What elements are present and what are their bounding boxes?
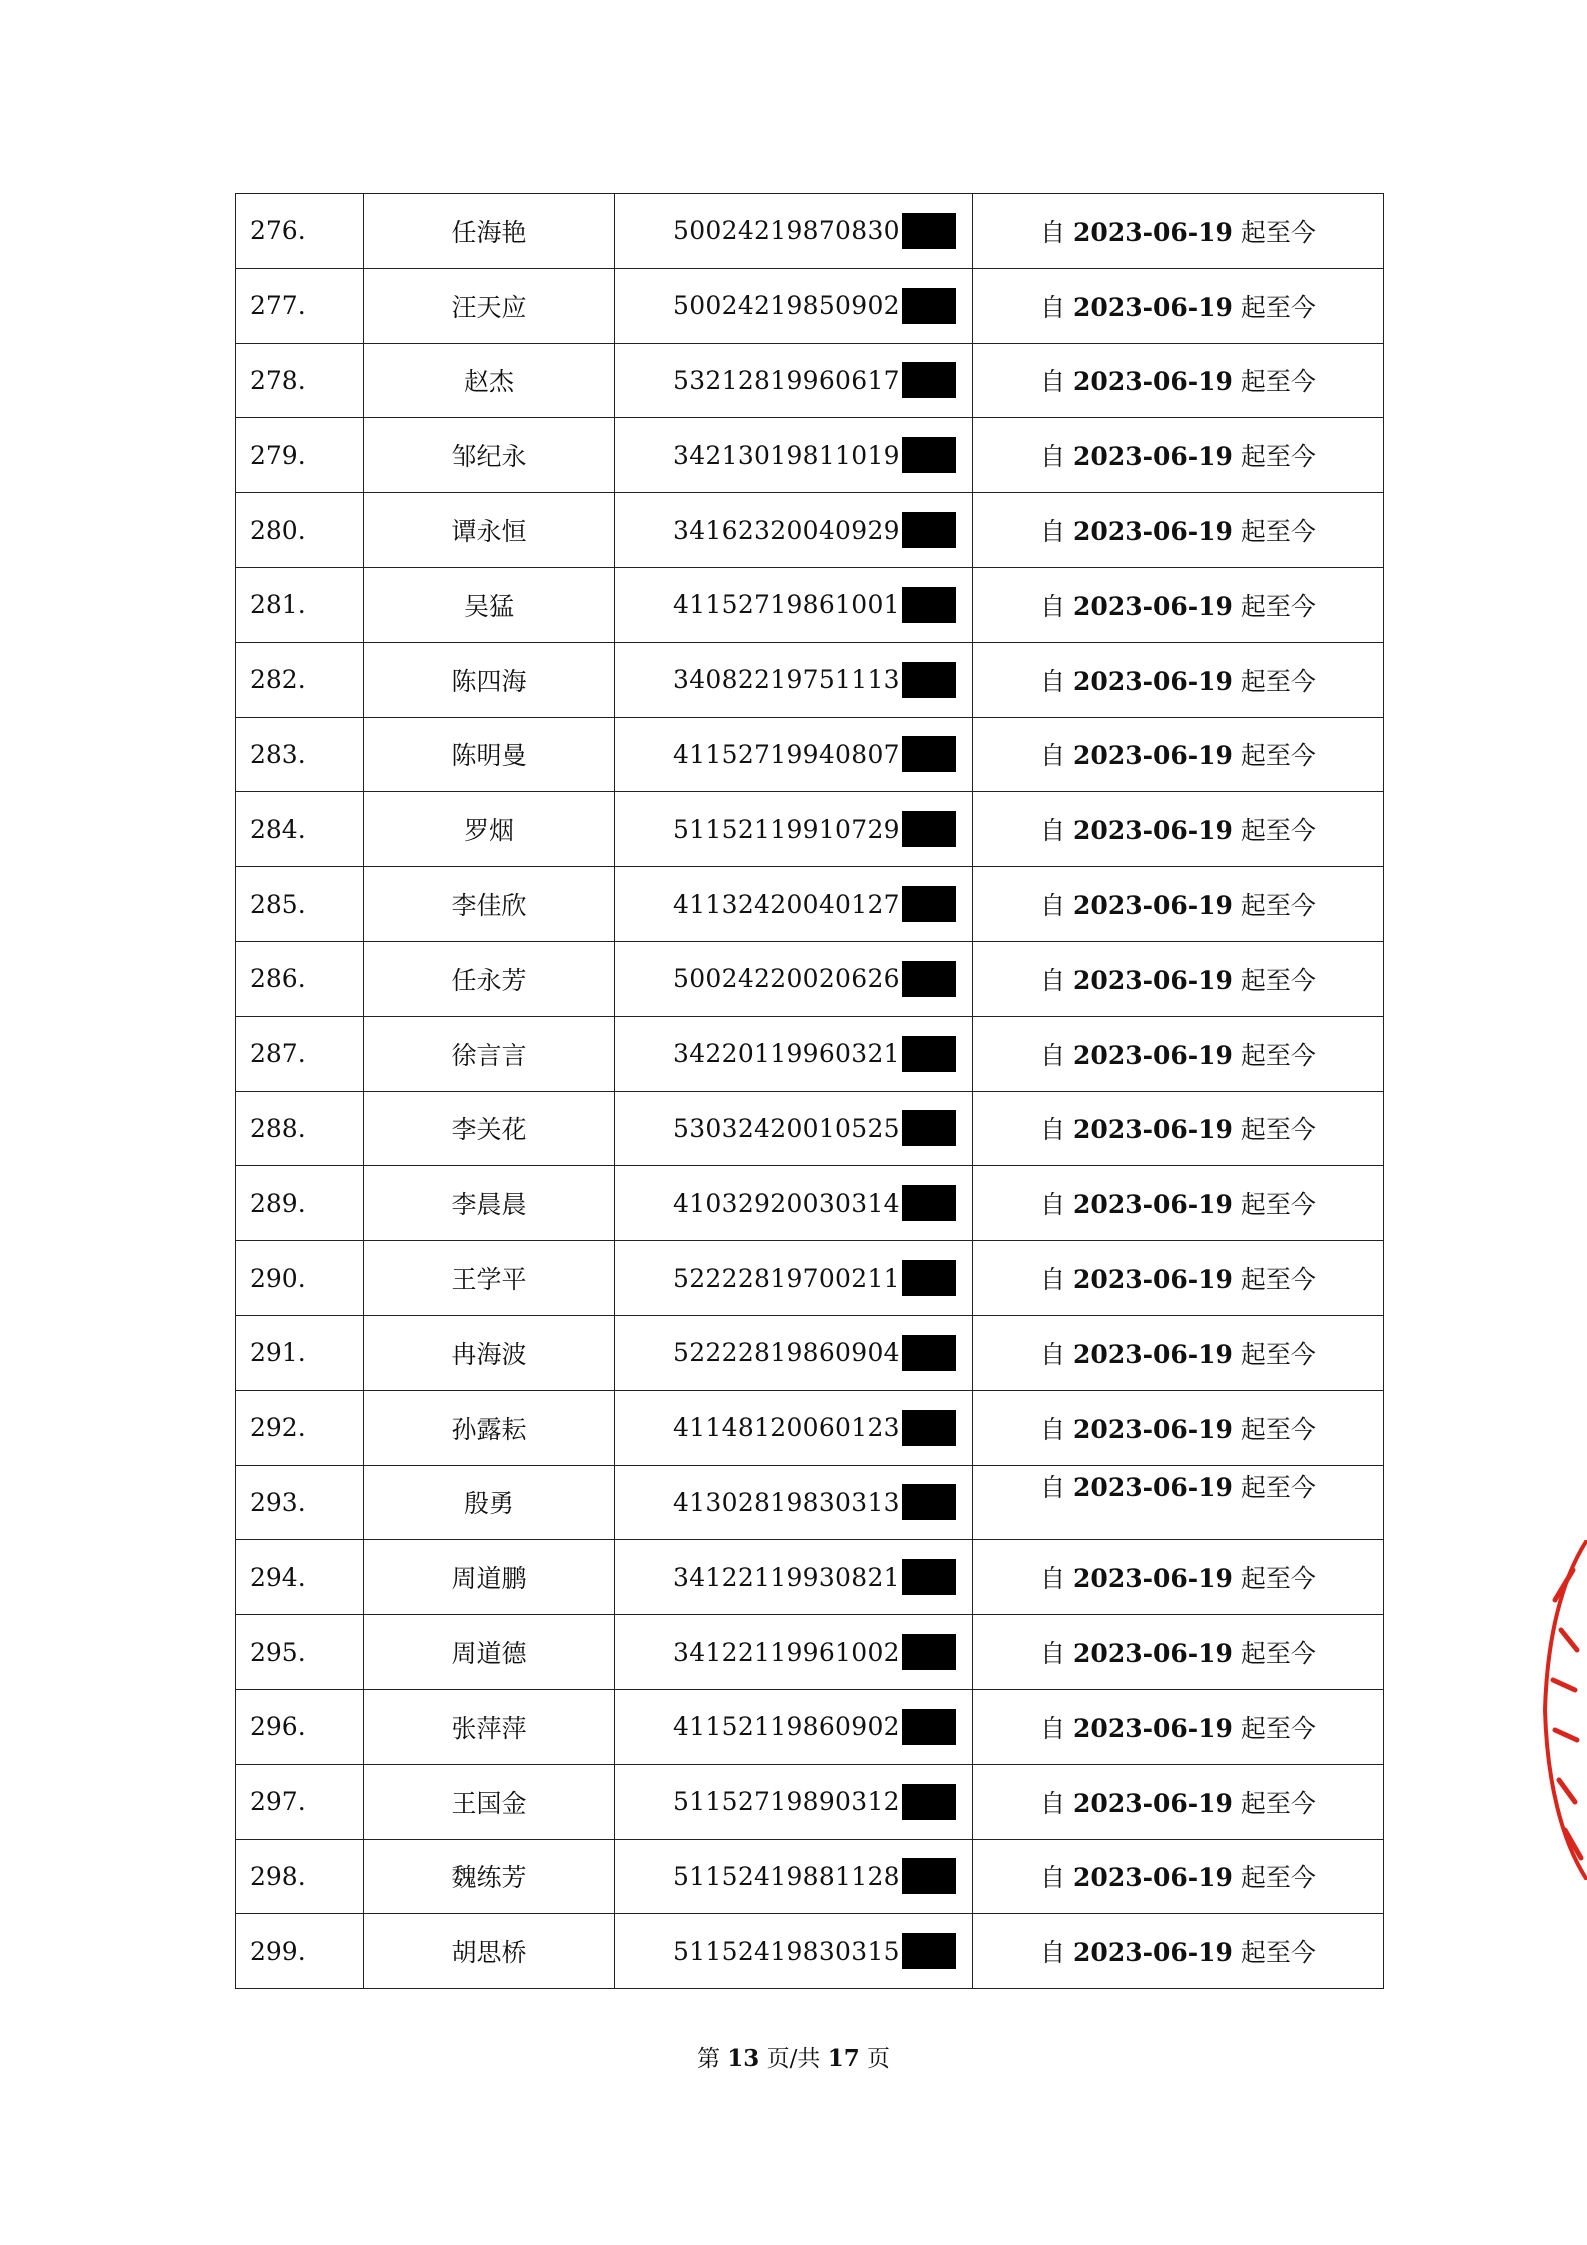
date-prefix: 自 xyxy=(1040,1414,1066,1444)
date-value: 2023-06-19 xyxy=(1073,517,1233,547)
row-id-number: 52222819860904 xyxy=(673,1338,900,1368)
date-suffix: 起至今 xyxy=(1240,1115,1316,1145)
row-date-cell xyxy=(973,941,1384,1016)
date-suffix: 起至今 xyxy=(1240,1190,1316,1220)
row-id-number: 51152419881128 xyxy=(673,1861,900,1891)
date-value: 2023-06-19 xyxy=(1073,1265,1233,1295)
date-value: 2023-06-19 xyxy=(1073,1788,1233,1818)
row-id-wrap xyxy=(673,736,956,772)
date-prefix: 自 xyxy=(1040,1040,1066,1070)
table-row xyxy=(236,418,1384,493)
date-prefix: 自 xyxy=(1040,666,1066,696)
row-date-cell xyxy=(973,1091,1384,1166)
row-id-wrap xyxy=(673,1260,956,1296)
row-id-cell xyxy=(615,418,973,493)
redaction-block xyxy=(902,961,956,997)
row-id-number: 50024219850902 xyxy=(673,291,900,321)
date-prefix: 自 xyxy=(1040,591,1066,621)
redaction-block xyxy=(902,1559,956,1595)
date-value: 2023-06-19 xyxy=(1073,1414,1233,1444)
table-row xyxy=(236,792,1384,867)
row-id-wrap xyxy=(673,811,956,847)
row-person-name: 周道鹏 xyxy=(364,1540,615,1615)
row-id-wrap xyxy=(673,1709,956,1745)
date-prefix: 自 xyxy=(1040,1190,1066,1220)
date-value: 2023-06-19 xyxy=(1073,816,1233,846)
row-id-number: 52222819700211 xyxy=(673,1263,900,1293)
table-row xyxy=(236,268,1384,343)
row-id-cell xyxy=(615,717,973,792)
date-suffix: 起至今 xyxy=(1240,816,1316,846)
row-date-cell xyxy=(973,418,1384,493)
date-prefix: 自 xyxy=(1040,741,1066,771)
date-prefix: 自 xyxy=(1040,1339,1066,1369)
date-value: 2023-06-19 xyxy=(1073,1115,1233,1145)
row-person-name: 吴猛 xyxy=(364,567,615,642)
row-person-name: 孙露耘 xyxy=(364,1390,615,1465)
row-id-cell xyxy=(615,1540,973,1615)
date-suffix: 起至今 xyxy=(1240,217,1316,247)
row-id-number: 51152119910729 xyxy=(673,814,900,844)
table-row xyxy=(236,1839,1384,1914)
row-id-cell xyxy=(615,1914,973,1989)
row-person-name: 冉海波 xyxy=(364,1315,615,1390)
row-id-wrap xyxy=(673,1559,956,1595)
redaction-block xyxy=(902,1709,956,1745)
row-id-number: 51152719890312 xyxy=(673,1787,900,1817)
row-id-cell xyxy=(615,1764,973,1839)
date-suffix: 起至今 xyxy=(1240,1473,1316,1503)
table-row xyxy=(236,717,1384,792)
row-date-range xyxy=(1040,1933,1316,1969)
row-date-cell xyxy=(973,268,1384,343)
row-id-number: 34213019811019 xyxy=(673,440,900,470)
row-person-name: 任海艳 xyxy=(364,194,615,269)
date-value: 2023-06-19 xyxy=(1073,965,1233,995)
row-seq-number: 282. xyxy=(236,642,364,717)
date-suffix: 起至今 xyxy=(1240,442,1316,472)
date-prefix: 自 xyxy=(1040,816,1066,846)
redaction-block xyxy=(902,1410,956,1446)
row-date-cell xyxy=(973,567,1384,642)
row-id-cell xyxy=(615,1241,973,1316)
row-id-cell xyxy=(615,941,973,1016)
roster-table xyxy=(235,193,1384,1989)
row-person-name: 李晨晨 xyxy=(364,1166,615,1241)
row-date-range xyxy=(1040,587,1316,623)
date-suffix: 起至今 xyxy=(1240,1863,1316,1893)
row-seq-number: 288. xyxy=(236,1091,364,1166)
row-seq-number: 297. xyxy=(236,1764,364,1839)
page-footer xyxy=(0,2040,1587,2073)
row-id-cell xyxy=(615,194,973,269)
row-id-wrap xyxy=(673,1484,956,1520)
redaction-block xyxy=(902,288,956,324)
row-seq-number: 292. xyxy=(236,1390,364,1465)
row-id-number: 34082219751113 xyxy=(673,665,900,695)
date-value: 2023-06-19 xyxy=(1073,1339,1233,1369)
table-row xyxy=(236,1241,1384,1316)
redaction-block xyxy=(902,512,956,548)
row-seq-number: 277. xyxy=(236,268,364,343)
row-id-number: 41152719940807 xyxy=(673,739,900,769)
row-seq-number: 285. xyxy=(236,867,364,942)
date-suffix: 起至今 xyxy=(1240,591,1316,621)
date-value: 2023-06-19 xyxy=(1073,1040,1233,1070)
table-row xyxy=(236,1016,1384,1091)
footer-prefix: 第 xyxy=(696,2046,720,2072)
date-suffix: 起至今 xyxy=(1240,292,1316,322)
row-seq-number: 286. xyxy=(236,941,364,1016)
row-date-cell xyxy=(973,1540,1384,1615)
row-id-number: 51152419830315 xyxy=(673,1936,900,1966)
row-id-wrap xyxy=(673,1410,956,1446)
row-seq-number: 287. xyxy=(236,1016,364,1091)
date-suffix: 起至今 xyxy=(1240,891,1316,921)
redaction-block xyxy=(902,587,956,623)
row-date-range xyxy=(1040,512,1316,548)
row-person-name: 胡思桥 xyxy=(364,1914,615,1989)
row-date-range xyxy=(1040,1559,1316,1595)
footer-suffix: 页 xyxy=(867,2046,891,2072)
redaction-block xyxy=(902,1036,956,1072)
date-suffix: 起至今 xyxy=(1240,741,1316,771)
row-id-cell xyxy=(615,642,973,717)
row-date-range xyxy=(1040,1468,1316,1504)
row-person-name: 汪天应 xyxy=(364,268,615,343)
date-suffix: 起至今 xyxy=(1240,1713,1316,1743)
row-seq-number: 298. xyxy=(236,1839,364,1914)
redaction-block xyxy=(902,437,956,473)
row-id-wrap xyxy=(673,512,956,548)
row-id-cell xyxy=(615,343,973,418)
row-id-number: 41152719861001 xyxy=(673,590,900,620)
table-row xyxy=(236,941,1384,1016)
row-person-name: 赵杰 xyxy=(364,343,615,418)
table-row xyxy=(236,1166,1384,1241)
row-date-cell xyxy=(973,1315,1384,1390)
row-id-number: 41148120060123 xyxy=(673,1413,900,1443)
row-date-cell xyxy=(973,642,1384,717)
row-date-cell xyxy=(973,1016,1384,1091)
table-row xyxy=(236,642,1384,717)
table-row xyxy=(236,1390,1384,1465)
date-value: 2023-06-19 xyxy=(1073,666,1233,696)
table-row xyxy=(236,1615,1384,1690)
row-id-cell xyxy=(615,1839,973,1914)
row-id-wrap xyxy=(673,662,956,698)
row-date-range xyxy=(1040,437,1316,473)
table-row xyxy=(236,1689,1384,1764)
row-id-wrap xyxy=(673,961,956,997)
row-id-number: 41132420040127 xyxy=(673,889,900,919)
row-id-wrap xyxy=(673,437,956,473)
roster-table-body xyxy=(236,194,1384,1989)
row-date-cell xyxy=(973,1241,1384,1316)
table-row xyxy=(236,1091,1384,1166)
redaction-block xyxy=(902,1784,956,1820)
row-id-wrap xyxy=(673,1933,956,1969)
row-date-range xyxy=(1040,811,1316,847)
date-value: 2023-06-19 xyxy=(1073,591,1233,621)
row-date-range xyxy=(1040,1634,1316,1670)
date-value: 2023-06-19 xyxy=(1073,1639,1233,1669)
date-prefix: 自 xyxy=(1040,442,1066,472)
row-date-range xyxy=(1040,886,1316,922)
row-id-wrap xyxy=(673,1185,956,1221)
row-person-name: 周道德 xyxy=(364,1615,615,1690)
row-person-name: 李佳欣 xyxy=(364,867,615,942)
row-seq-number: 281. xyxy=(236,567,364,642)
row-person-name: 陈四海 xyxy=(364,642,615,717)
row-date-cell xyxy=(973,717,1384,792)
row-id-wrap xyxy=(673,1335,956,1371)
footer-current-page: 13 xyxy=(727,2045,760,2072)
date-prefix: 自 xyxy=(1040,1473,1066,1503)
row-date-cell xyxy=(973,343,1384,418)
redaction-block xyxy=(902,1185,956,1221)
row-date-range xyxy=(1040,662,1316,698)
row-id-cell xyxy=(615,567,973,642)
row-date-range xyxy=(1040,288,1316,324)
row-id-number: 34220119960321 xyxy=(673,1039,900,1069)
row-id-cell xyxy=(615,1390,973,1465)
redaction-block xyxy=(902,1484,956,1520)
row-seq-number: 294. xyxy=(236,1540,364,1615)
row-id-cell xyxy=(615,1689,973,1764)
table-row xyxy=(236,343,1384,418)
row-date-range xyxy=(1040,1858,1316,1894)
date-prefix: 自 xyxy=(1040,1639,1066,1669)
row-seq-number: 278. xyxy=(236,343,364,418)
row-seq-number: 299. xyxy=(236,1914,364,1989)
row-id-cell xyxy=(615,1016,973,1091)
redaction-block xyxy=(902,1335,956,1371)
date-value: 2023-06-19 xyxy=(1073,1564,1233,1594)
date-prefix: 自 xyxy=(1040,1788,1066,1818)
date-suffix: 起至今 xyxy=(1240,1040,1316,1070)
date-prefix: 自 xyxy=(1040,1863,1066,1893)
date-suffix: 起至今 xyxy=(1240,1938,1316,1968)
date-suffix: 起至今 xyxy=(1240,1564,1316,1594)
row-person-name: 王学平 xyxy=(364,1241,615,1316)
table-row xyxy=(236,194,1384,269)
row-date-range xyxy=(1040,961,1316,997)
date-value: 2023-06-19 xyxy=(1073,367,1233,397)
redaction-block xyxy=(902,1110,956,1146)
date-prefix: 自 xyxy=(1040,1115,1066,1145)
date-suffix: 起至今 xyxy=(1240,367,1316,397)
date-value: 2023-06-19 xyxy=(1073,1190,1233,1220)
date-prefix: 自 xyxy=(1040,965,1066,995)
row-date-range xyxy=(1040,736,1316,772)
row-id-number: 53032420010525 xyxy=(673,1113,900,1143)
row-id-cell xyxy=(615,867,973,942)
table-row xyxy=(236,1540,1384,1615)
date-prefix: 自 xyxy=(1040,1938,1066,1968)
date-prefix: 自 xyxy=(1040,367,1066,397)
row-id-number: 34122119930821 xyxy=(673,1562,900,1592)
footer-total-pages: 17 xyxy=(827,2045,860,2072)
date-prefix: 自 xyxy=(1040,217,1066,247)
row-id-number: 41152119860902 xyxy=(673,1712,900,1742)
redaction-block xyxy=(902,1634,956,1670)
row-id-cell xyxy=(615,268,973,343)
row-person-name: 徐言言 xyxy=(364,1016,615,1091)
row-date-cell xyxy=(973,1764,1384,1839)
row-seq-number: 293. xyxy=(236,1465,364,1540)
row-date-range xyxy=(1040,1784,1316,1820)
partial-seal-stamp xyxy=(1525,1540,1587,1880)
row-date-cell xyxy=(973,1390,1384,1465)
row-date-cell xyxy=(973,867,1384,942)
row-id-wrap xyxy=(673,1858,956,1894)
row-seq-number: 291. xyxy=(236,1315,364,1390)
date-suffix: 起至今 xyxy=(1240,1414,1316,1444)
date-prefix: 自 xyxy=(1040,517,1066,547)
row-id-number: 41302819830313 xyxy=(673,1487,900,1517)
redaction-block xyxy=(902,662,956,698)
row-date-cell xyxy=(973,493,1384,568)
row-person-name: 罗烟 xyxy=(364,792,615,867)
row-date-range xyxy=(1040,1185,1316,1221)
date-value: 2023-06-19 xyxy=(1073,891,1233,921)
row-id-cell xyxy=(615,1465,973,1540)
row-person-name: 谭永恒 xyxy=(364,493,615,568)
row-date-range xyxy=(1040,1709,1316,1745)
redaction-block xyxy=(902,736,956,772)
redaction-block xyxy=(902,811,956,847)
row-seq-number: 279. xyxy=(236,418,364,493)
row-id-wrap xyxy=(673,587,956,623)
row-id-number: 50024219870830 xyxy=(673,216,900,246)
row-id-cell xyxy=(615,1615,973,1690)
date-prefix: 自 xyxy=(1040,891,1066,921)
table-row xyxy=(236,1764,1384,1839)
row-person-name: 邹纪永 xyxy=(364,418,615,493)
row-date-cell xyxy=(973,1839,1384,1914)
table-row xyxy=(236,1914,1384,1989)
date-value: 2023-06-19 xyxy=(1073,217,1233,247)
row-person-name: 李关花 xyxy=(364,1091,615,1166)
redaction-block xyxy=(902,1260,956,1296)
row-date-range xyxy=(1040,1335,1316,1371)
row-person-name: 王国金 xyxy=(364,1764,615,1839)
footer-middle: 页/共 xyxy=(766,2046,821,2072)
date-prefix: 自 xyxy=(1040,292,1066,322)
date-value: 2023-06-19 xyxy=(1073,1473,1233,1503)
date-value: 2023-06-19 xyxy=(1073,442,1233,472)
date-suffix: 起至今 xyxy=(1240,517,1316,547)
date-value: 2023-06-19 xyxy=(1073,1938,1233,1968)
row-date-range xyxy=(1040,213,1316,249)
date-prefix: 自 xyxy=(1040,1564,1066,1594)
date-value: 2023-06-19 xyxy=(1073,1863,1233,1893)
row-id-cell xyxy=(615,493,973,568)
date-prefix: 自 xyxy=(1040,1713,1066,1743)
row-id-cell xyxy=(615,1166,973,1241)
date-suffix: 起至今 xyxy=(1240,965,1316,995)
row-id-wrap xyxy=(673,288,956,324)
row-date-cell xyxy=(973,1465,1384,1540)
row-id-number: 34162320040929 xyxy=(673,515,900,545)
row-seq-number: 295. xyxy=(236,1615,364,1690)
row-date-cell xyxy=(973,1914,1384,1989)
row-date-range xyxy=(1040,1410,1316,1446)
table-row xyxy=(236,1315,1384,1390)
table-row xyxy=(236,493,1384,568)
row-date-range xyxy=(1040,1110,1316,1146)
row-id-cell xyxy=(615,1315,973,1390)
date-suffix: 起至今 xyxy=(1240,1788,1316,1818)
date-value: 2023-06-19 xyxy=(1073,741,1233,771)
row-seq-number: 284. xyxy=(236,792,364,867)
row-person-name: 任永芳 xyxy=(364,941,615,1016)
row-date-range xyxy=(1040,1036,1316,1072)
row-id-wrap xyxy=(673,886,956,922)
row-id-wrap xyxy=(673,1634,956,1670)
row-seq-number: 296. xyxy=(236,1689,364,1764)
row-id-number: 41032920030314 xyxy=(673,1188,900,1218)
row-date-cell xyxy=(973,1615,1384,1690)
row-id-number: 34122119961002 xyxy=(673,1637,900,1667)
row-id-wrap xyxy=(673,1110,956,1146)
redaction-block xyxy=(902,213,956,249)
row-seq-number: 289. xyxy=(236,1166,364,1241)
row-id-number: 53212819960617 xyxy=(673,365,900,395)
table-row xyxy=(236,1465,1384,1540)
date-suffix: 起至今 xyxy=(1240,666,1316,696)
row-person-name: 殷勇 xyxy=(364,1465,615,1540)
date-suffix: 起至今 xyxy=(1240,1265,1316,1295)
row-id-wrap xyxy=(673,1036,956,1072)
row-person-name: 陈明曼 xyxy=(364,717,615,792)
row-id-cell xyxy=(615,1091,973,1166)
table-row xyxy=(236,867,1384,942)
row-person-name: 魏练芳 xyxy=(364,1839,615,1914)
date-suffix: 起至今 xyxy=(1240,1339,1316,1369)
date-suffix: 起至今 xyxy=(1240,1639,1316,1669)
redaction-block xyxy=(902,362,956,398)
date-value: 2023-06-19 xyxy=(1073,1713,1233,1743)
row-seq-number: 283. xyxy=(236,717,364,792)
redaction-block xyxy=(902,886,956,922)
row-id-wrap xyxy=(673,1784,956,1820)
row-date-cell xyxy=(973,1689,1384,1764)
row-date-range xyxy=(1040,362,1316,398)
redaction-block xyxy=(902,1858,956,1894)
date-value: 2023-06-19 xyxy=(1073,292,1233,322)
row-seq-number: 290. xyxy=(236,1241,364,1316)
row-seq-number: 280. xyxy=(236,493,364,568)
row-id-wrap xyxy=(673,362,956,398)
row-id-wrap xyxy=(673,213,956,249)
row-id-cell xyxy=(615,792,973,867)
redaction-block xyxy=(902,1933,956,1969)
row-date-cell xyxy=(973,1166,1384,1241)
row-date-cell xyxy=(973,792,1384,867)
row-date-cell xyxy=(973,194,1384,269)
row-seq-number: 276. xyxy=(236,194,364,269)
row-date-range xyxy=(1040,1260,1316,1296)
date-prefix: 自 xyxy=(1040,1265,1066,1295)
table-row xyxy=(236,567,1384,642)
row-id-number: 50024220020626 xyxy=(673,964,900,994)
row-person-name: 张萍萍 xyxy=(364,1689,615,1764)
